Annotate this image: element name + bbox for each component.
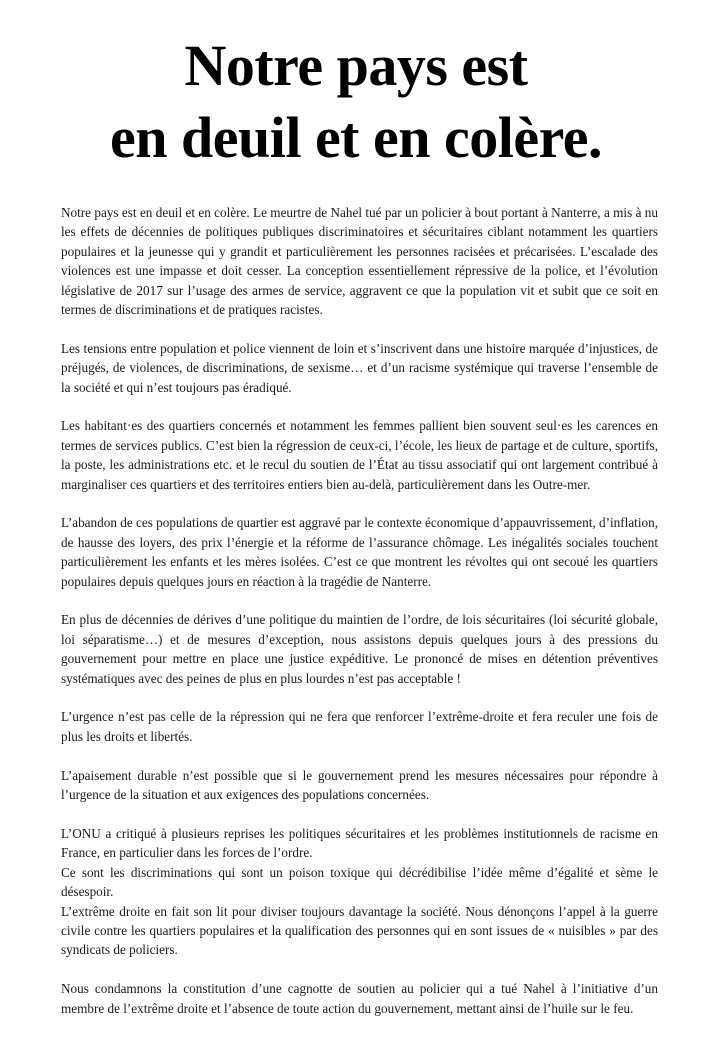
title-line-1: Notre pays est [184, 33, 528, 98]
paragraph: Les habitant·es des quartiers concernés et notamment les femmes pallient bien souvent seul·es les carences en termes de services publics. C’est bien la régression de ceux-ci, l’école, les lieux de partage et de culture, sportifs, la poste, les administrations etc. et le recul du soutien de l’État au tissu associatif qui ont largement contribué à marginaliser ces quartiers et des territoires entiers bien au-delà, particulièrement dans les Outre-mer. [61, 418, 658, 492]
title-line-2: en deuil et en colère. [109, 105, 603, 170]
paragraph: L’ONU a critiqué à plusieurs reprises les politiques sécuritaires et les problèmes institutionnels de racisme en France, en particulier dans les forces de l’ordre. [61, 825, 658, 861]
paragraph: L’extrême droite en fait son lit pour diviser toujours davantage la société. Nous dénonçons l’appel à la guerre civile contre les quartiers populaires et la qualification des personnes qui en sont issues de « nuisibles » par des syndicats de policiers. [61, 903, 658, 958]
paragraph: En plus de décennies de dérives d’une politique du maintien de l’ordre, de lois sécuritaires (loi sécurité globale, loi séparatisme…) et de mesures d’exception, nous assistons depuis quelques jours à des pressions du gouvernement pour mettre en place une justice expéditive. Le prononcé de mises en détention préventives systématiques avec des peines de plus en plus lourdes n’est pas acceptable ! [61, 612, 658, 686]
paragraph: L’urgence n’est pas celle de la répression qui ne fera que renforcer l’extrême-droite et fera reculer une fois de plus les droits et libertés. [61, 709, 658, 744]
paragraph: Ce sont les discriminations qui sont un poison toxique qui décrédibilise l’idée même d’égalité et sème le désespoir. [61, 864, 658, 900]
document-body [61, 203, 658, 1037]
paragraph: L’apaisement durable n’est possible que si le gouvernement prend les mesures nécessaires pour répondre à l’urgence de la situation et aux exigences des populations concernées. [61, 767, 658, 803]
paragraph: Notre pays est en deuil et en colère. Le meurtre de Nahel tué par un policier à bout portant à Nanterre, a mis à nu les effets de décennies de politiques publiques discriminatoires et sécuritaires ciblant notamment les quartiers populaires et la jeunesse qui y grandit et particulièrement les personnes racisées et précarisées. L’escalade des violences est une impasse et doit cesser. La conception essentiellement répressive de la police, et l’évolution législative de 2017 sur l’usage des armes de service, aggravent ce que la population vit et subit que ce soit en termes de discriminations et de pratiques racistes. [61, 205, 658, 318]
paragraph: Les tensions entre population et police viennent de loin et s’inscrivent dans une histoire marquée d’injustices, de préjugés, de violences, de discriminations, de sexisme… et d’un racisme systémique qui traverse l’ensemble de la société et qui n’est toujours pas éradiqué. [61, 340, 658, 395]
paragraph: L’abandon de ces populations de quartier est aggravé par le contexte économique d’appauvrissement, d’inflation, de hausse des loyers, des prix l’énergie et la réforme de l’assurance chômage. Les inégalités sociales touchent particulièrement les enfants et les mères isolées. C’est ce que montrent les révoltes qui ont secoué les quartiers populaires depuis quelques jours en réaction à la tragédie de Nanterre. [61, 515, 658, 589]
paragraph: Nous condamnons la constitution d’une cagnotte de soutien au policier qui a tué Nahel à l’initiative d’un membre de l’extrême droite et l’absence de toute action du gouvernement, mettant ainsi de l’huile sur le feu. [61, 981, 658, 1016]
document-title [0, 30, 712, 174]
